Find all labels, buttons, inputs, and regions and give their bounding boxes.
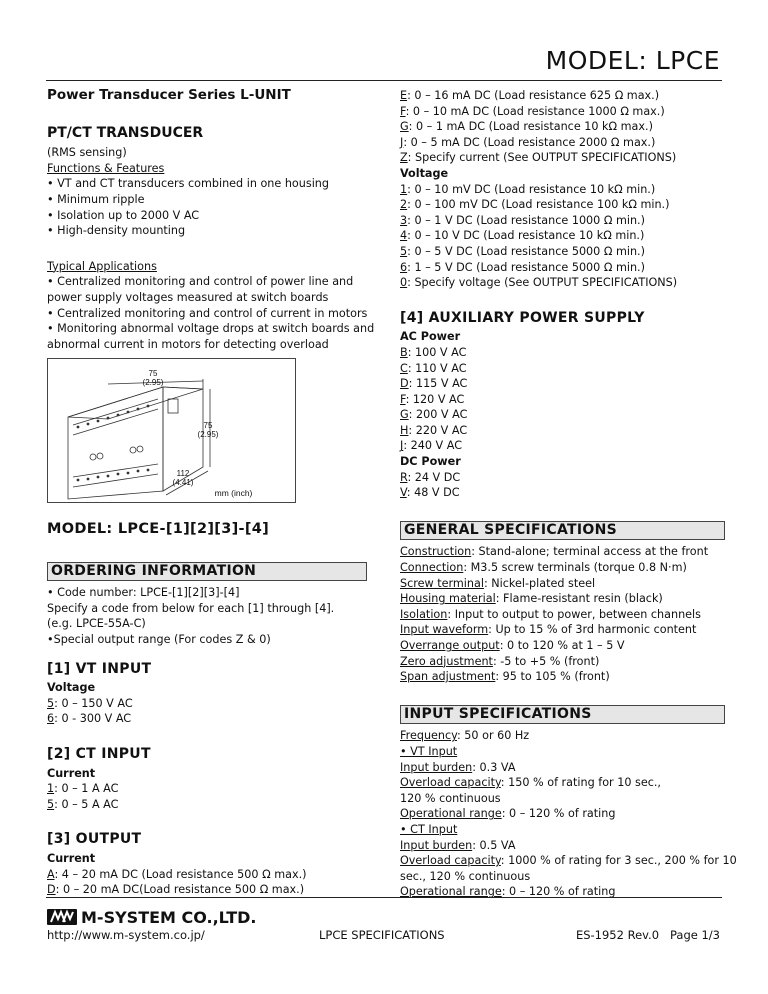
code-item: 5: 0 – 5 A AC — [47, 797, 119, 811]
vt-input-label: • VT Input — [400, 744, 458, 758]
spec-item: Screw terminal: Nickel-plated steel — [400, 576, 596, 590]
code-item: 0: Specify voltage (See OUTPUT SPECIFICATIONS) — [400, 276, 678, 290]
ordering-line: (e.g. LPCE-55A-C) — [47, 617, 146, 631]
code-item: G: 200 V AC — [400, 408, 468, 422]
dc-power-subtitle: DC Power — [400, 455, 461, 469]
feature-item: • High-density mounting — [47, 224, 186, 238]
depth-dimension: 112 (4.41) — [172, 469, 194, 487]
code-item: G: 0 – 1 mA DC (Load resistance 10 kΩ max.) — [400, 120, 653, 134]
footer-revision: ES-1952 Rev.0 Page 1/3 — [575, 928, 720, 942]
code-item: R: 24 V DC — [400, 470, 461, 484]
left-column-lower — [47, 522, 367, 898]
spec-item: Input burden: 0.5 VA — [400, 838, 516, 852]
code-item: 1: 0 – 1 A AC — [47, 782, 119, 796]
code-item: V: 48 V DC — [400, 486, 460, 500]
unit-label: mm (inch) — [214, 488, 253, 498]
spec-item: Construction: Stand-alone; terminal access at the front — [400, 545, 709, 559]
code-item: 6: 0 - 300 V AC — [47, 712, 132, 726]
code-item: D: 0 – 20 mA DC(Load resistance 500 Ω max.) — [47, 883, 305, 897]
series-title: Power Transducer Series L-UNIT — [47, 87, 291, 103]
spec-item: Input burden: 0.3 VA — [400, 760, 516, 774]
footer-document-name: LPCE SPECIFICATIONS — [319, 928, 445, 942]
feature-item: • VT and CT transducers combined in one housing — [47, 177, 329, 191]
spec-continuation: 120 % continuous — [400, 791, 501, 805]
code-item: C: 110 V AC — [400, 361, 467, 375]
model-code: MODEL: LPCE-[1][2][3]-[4] — [47, 521, 270, 537]
code-item: E: 0 – 16 mA DC (Load resistance 625 Ω max.) — [400, 89, 660, 102]
spec-item: Isolation: Input to output to power, between channels — [400, 607, 701, 621]
height-dimension: 75 (2.95) — [197, 421, 219, 439]
ct-subtitle: Current — [47, 766, 96, 780]
application-item: power supply voltages measured at switch boards — [47, 290, 329, 304]
spec-item: Operational range: 0 – 120 % of rating — [400, 885, 616, 899]
code-item: Z: Specify current (See OUTPUT SPECIFICATIONS) — [400, 151, 677, 165]
ordering-line: •Special output range (For codes Z & 0) — [47, 632, 271, 646]
dimension-drawing — [47, 358, 296, 503]
feature-item: • Isolation up to 2000 V AC — [47, 208, 200, 222]
code-item: 5: 0 – 5 V DC (Load resistance 5000 Ω min.) — [400, 244, 645, 258]
code-item: J: 0 – 5 mA DC (Load resistance 2000 Ω max.) — [400, 135, 656, 149]
code-item: F: 0 – 10 mA DC (Load resistance 1000 Ω max.) — [400, 104, 665, 118]
aux-power-title: [4] AUXILIARY POWER SUPPLY — [400, 309, 645, 326]
ordering-line: • Code number: LPCE-[1][2][3]-[4] — [47, 586, 240, 600]
spec-item: Input waveform: Up to 15 % of 3rd harmonic content — [400, 623, 697, 637]
feature-item: • Minimum ripple — [47, 192, 145, 206]
output-title: [3] OUTPUT — [47, 831, 142, 848]
spec-item: Zero adjustment: -5 to +5 % (front) — [400, 654, 600, 668]
code-item: 6: 1 – 5 V DC (Load resistance 5000 Ω min.) — [400, 260, 645, 274]
spec-continuation: sec., 120 % continuous — [400, 869, 531, 883]
code-item: 4: 0 – 10 V DC (Load resistance 10 kΩ min.) — [400, 229, 645, 243]
footer-divider — [46, 897, 722, 898]
spec-item: Operational range: 0 – 120 % of rating — [400, 807, 616, 821]
application-item: abnormal current in motors for detecting overload — [47, 337, 329, 351]
code-item: D: 115 V AC — [400, 377, 468, 391]
right-column — [400, 88, 737, 900]
spec-item: Housing material: Flame-resistant resin (black) — [400, 592, 663, 606]
spec-item: Connection: M3.5 screw terminals (torque 0.8 N·m) — [400, 561, 687, 575]
ordering-line: Specify a code from below for each [1] through [4]. — [47, 601, 335, 615]
spec-item: Frequency: 50 or 60 Hz — [400, 729, 530, 743]
header-divider — [46, 80, 722, 81]
footer-url[interactable]: http://www.m-system.co.jp/ — [47, 928, 205, 942]
ac-power-subtitle: AC Power — [400, 330, 461, 344]
general-spec-header: GENERAL SPECIFICATIONS — [400, 521, 725, 541]
product-title: PT/CT TRANSDUCER — [47, 124, 204, 141]
code-item: 3: 0 – 1 V DC (Load resistance 1000 Ω min.) — [400, 213, 645, 227]
application-item: • Centralized monitoring and control of power line and — [47, 275, 354, 289]
applications-title: Typical Applications — [47, 259, 157, 273]
code-item: B: 100 V AC — [400, 345, 467, 359]
left-column — [47, 87, 375, 352]
spec-item: Overload capacity: 1000 % of rating for 3 sec., 200 % for 10 — [400, 854, 737, 868]
spec-item: Overrange output: 0 to 120 % at 1 – 5 V — [400, 639, 625, 652]
voltage-subtitle: Voltage — [400, 166, 449, 180]
code-item: F: 120 V AC — [400, 392, 465, 406]
width-dimension: 75 (2.95) — [142, 369, 164, 387]
code-item: H: 220 V AC — [400, 423, 468, 437]
ordering-header: ORDERING INFORMATION — [47, 562, 367, 582]
code-item: 5: 0 – 150 V AC — [47, 696, 133, 710]
product-subtitle: (RMS sensing) — [47, 146, 127, 160]
application-item: • Centralized monitoring and control of current in motors — [47, 306, 368, 320]
svg-text:M-SYSTEM CO.,LTD.: M-SYSTEM CO.,LTD. — [81, 908, 257, 927]
code-item: 1: 0 – 10 mV DC (Load resistance 10 kΩ min.) — [400, 182, 656, 196]
input-spec-header: INPUT SPECIFICATIONS — [400, 705, 725, 725]
ct-input-label: • CT Input — [400, 822, 458, 836]
output-subtitle: Current — [47, 851, 96, 865]
vt-subtitle: Voltage — [47, 681, 96, 695]
spec-item: Overload capacity: 150 % of rating for 10 sec., — [400, 776, 661, 790]
application-item: • Monitoring abnormal voltage drops at switch boards and — [47, 322, 375, 336]
vt-input-title: [1] VT INPUT — [47, 660, 152, 677]
code-item: 2: 0 – 100 mV DC (Load resistance 100 kΩ min.) — [400, 198, 670, 212]
features-title: Functions & Features — [47, 161, 165, 175]
ct-input-title: [2] CT INPUT — [47, 745, 151, 762]
code-item: A: 4 – 20 mA DC (Load resistance 500 Ω max.) — [47, 867, 307, 881]
page-model-title: MODEL: LPCE — [545, 46, 720, 75]
code-item: J: 240 V AC — [400, 439, 463, 453]
spec-item: Span adjustment: 95 to 105 % (front) — [400, 670, 610, 684]
